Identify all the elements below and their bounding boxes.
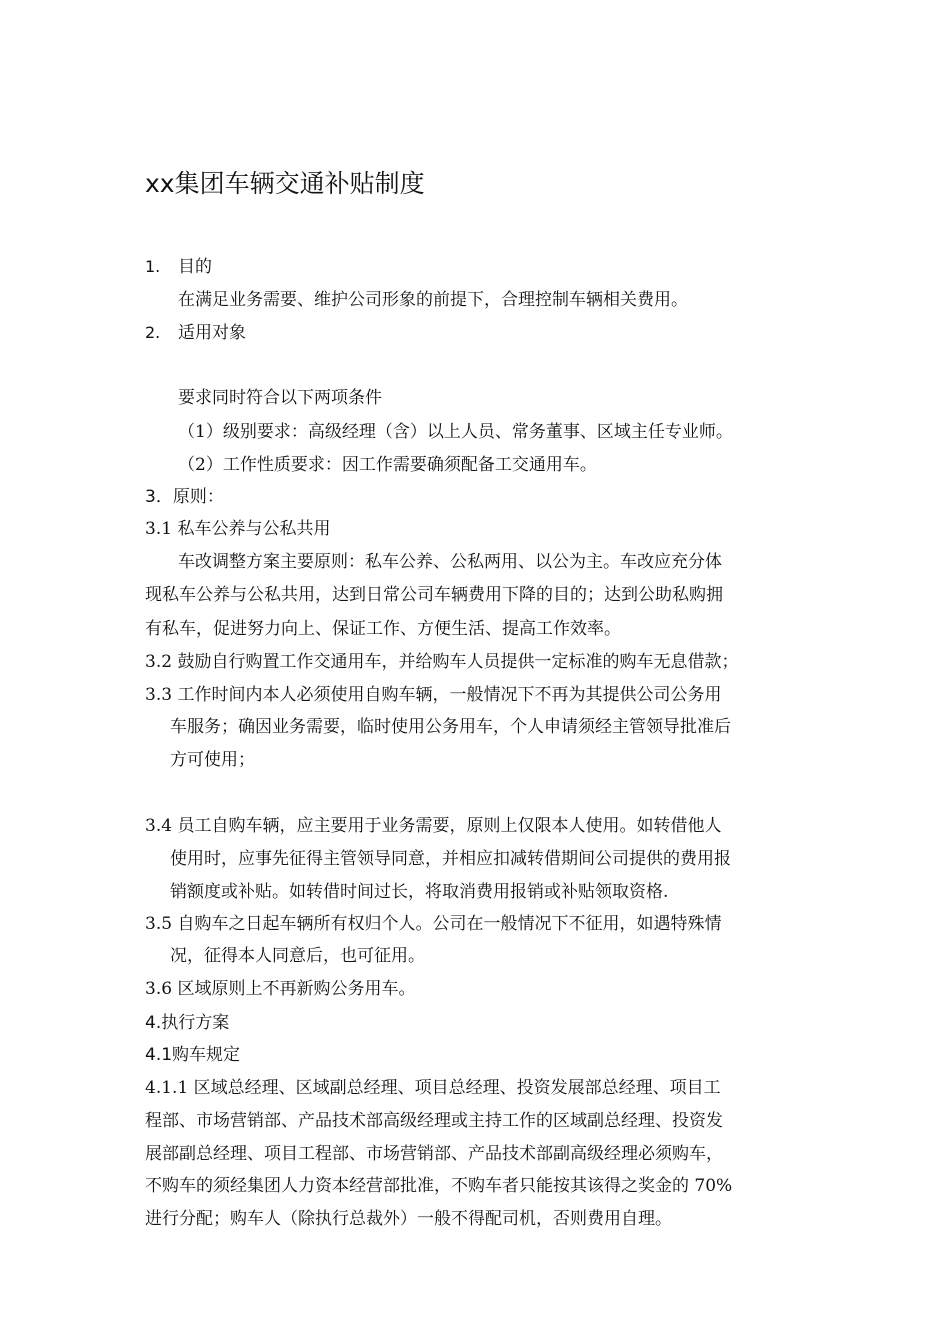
section-3-4-line-2: 使用时，应事先征得主管领导同意，并相应扣减转借期间公司提供的费用报 [170, 849, 731, 869]
section-4-1-heading: 4.1购车规定 [145, 1045, 241, 1065]
section-2-intro: 要求同时符合以下两项条件 [178, 388, 382, 408]
section-4-heading: 4.执行方案 [145, 1013, 230, 1033]
section-3-3-line-2: 车服务；确因业务需要，临时使用公务用车，个人申请须经主管领导批准后 [170, 717, 731, 737]
section-3-5-line-1: 3.5 自购车之日起车辆所有权归个人。公司在一般情况下不征用，如遇特殊情 [145, 914, 722, 934]
section-1-heading: 目的 [178, 257, 212, 277]
section-3-1-line-3: 有私车，促进努力向上、保证工作、方便生活、提高工作效率。 [145, 619, 621, 639]
section-3-1-heading: 3.1 私车公养与公私共用 [145, 519, 331, 539]
section-3-4-line-3: 销额度或补贴。如转借时间过长，将取消费用报销或补贴领取资格. [170, 882, 669, 902]
section-3-4-line-1: 3.4 员工自购车辆，应主要用于业务需要，原则上仅限本人使用。如转借他人 [145, 816, 722, 836]
section-3-1-line-1: 车改调整方案主要原则：私车公养、公私两用、以公为主。车改应充分体 [178, 552, 722, 572]
section-4-1-1-line-3: 展部副总经理、项目工程部、市场营销部、产品技术部副高级经理必须购车， [145, 1144, 723, 1164]
section-4-1-1-line-2: 程部、市场营销部、产品技术部高级经理或主持工作的区域副总经理、投资发 [145, 1111, 723, 1131]
section-3-3-line-3: 方可使用； [170, 750, 255, 770]
section-3-1-line-2: 现私车公养与公私共用，达到日常公司车辆费用下降的目的；达到公助私购拥 [145, 585, 723, 605]
section-3-3-line-1: 3.3 工作时间内本人必须使用自购车辆，一般情况下不再为其提供公司公务用 [145, 685, 722, 705]
section-4-1-1-line-4: 不购车的须经集团人力资本经营部批准，不购车者只能按其该得之奖金的 70% [145, 1176, 733, 1196]
section-2-heading: 适用对象 [178, 323, 246, 343]
document-title: xx集团车辆交通补贴制度 [145, 169, 425, 198]
section-4-1-1-line-1: 4.1.1 区域总经理、区域副总经理、项目总经理、投资发展部总经理、项目工 [145, 1078, 721, 1098]
section-3-heading: 3．原则： [145, 487, 224, 507]
section-3-5-line-2: 况，征得本人同意后，也可征用。 [170, 946, 425, 966]
section-2-number: 2. [145, 323, 161, 342]
section-1-body: 在满足业务需要、维护公司形象的前提下，合理控制车辆相关费用。 [178, 290, 688, 310]
section-2-condition-2: （2）工作性质要求：因工作需要确须配备工交通用车。 [178, 455, 597, 475]
section-3-2-line: 3.2 鼓励自行购置工作交通用车，并给购车人员提供一定标准的购车无息借款； [145, 652, 739, 672]
section-1-number: 1. [145, 257, 161, 276]
section-4-1-1-line-5: 进行分配；购车人（除执行总裁外）一般不得配司机，否则费用自理。 [145, 1209, 672, 1229]
section-3-6-line: 3.6 区域原则上不再新购公务用车。 [145, 979, 416, 999]
section-2-condition-1: （1）级别要求：高级经理（含）以上人员、常务董事、区域主任专业师。 [178, 422, 733, 442]
